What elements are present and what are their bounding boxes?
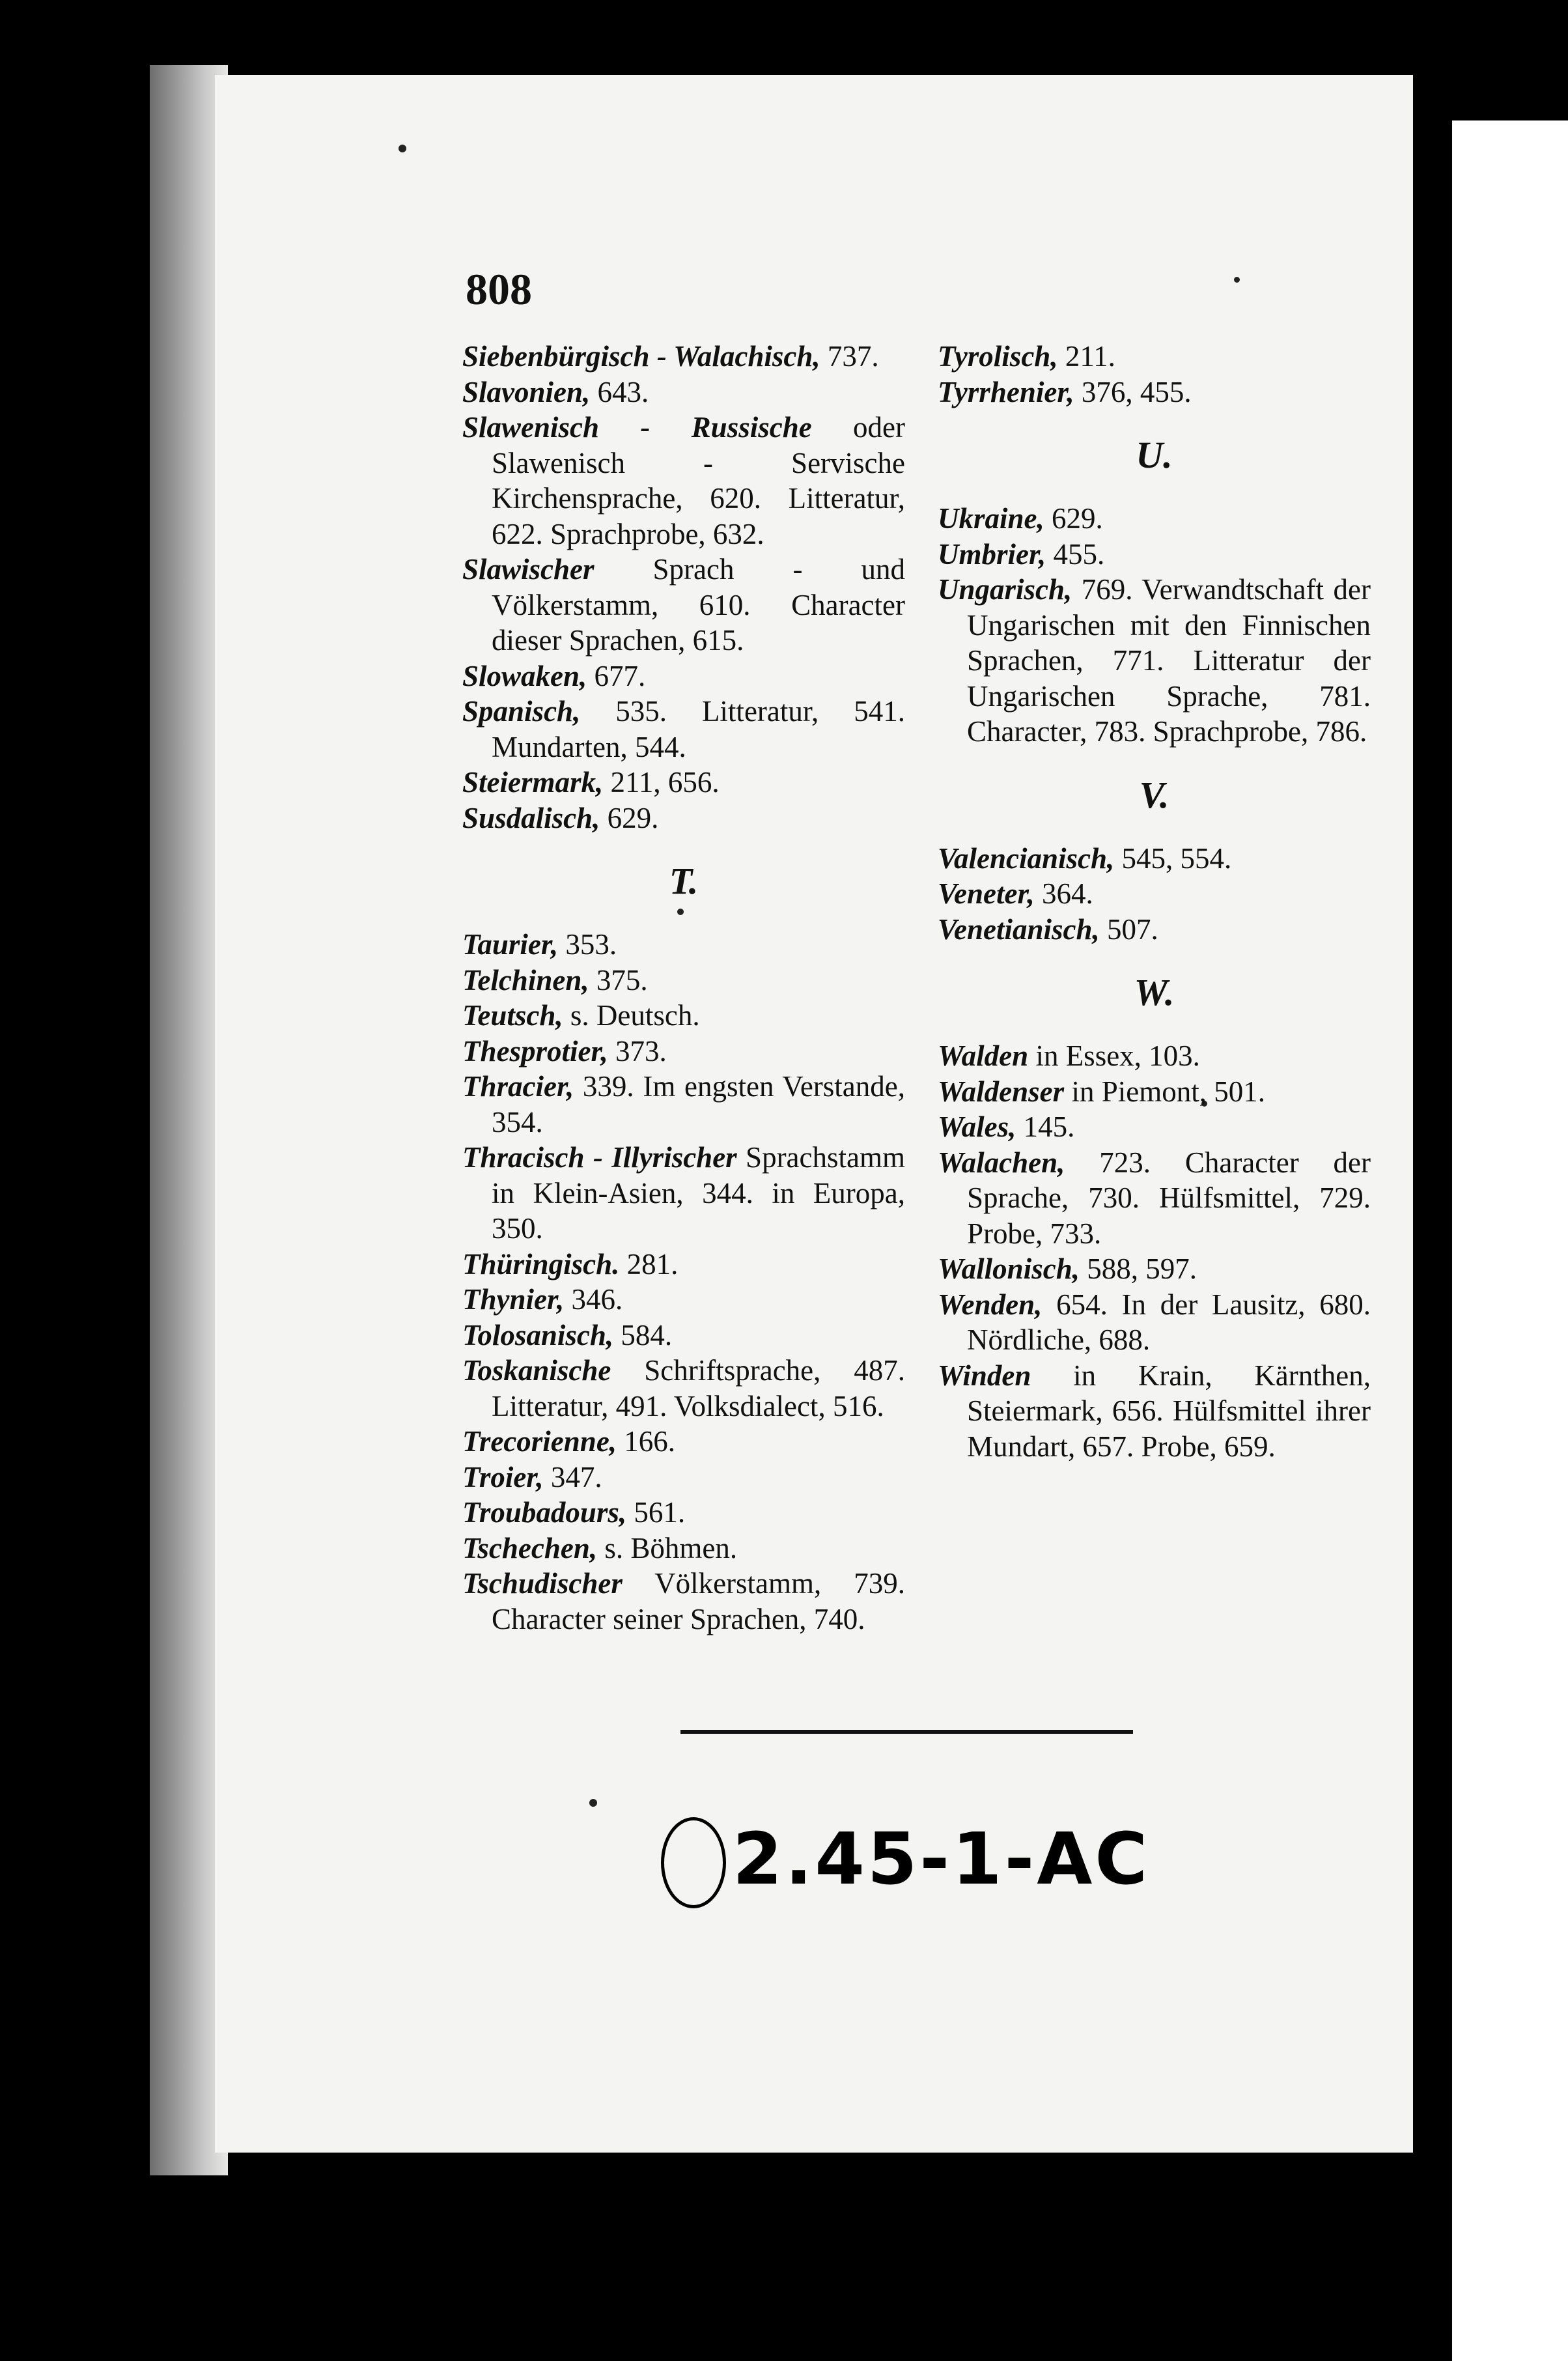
index-references: 629. bbox=[1044, 502, 1103, 535]
index-references: s. Deutsch. bbox=[563, 999, 700, 1032]
index-references: 347. bbox=[543, 1460, 602, 1493]
index-entry bbox=[462, 1353, 905, 1424]
index-references: 629. bbox=[600, 801, 659, 834]
index-entry bbox=[462, 1424, 905, 1460]
index-references: Schriftsprache, 487. Litteratur, 491. Volksdialect, 516. bbox=[492, 1354, 905, 1422]
index-references: 677. bbox=[587, 659, 646, 692]
index-entry bbox=[462, 694, 905, 765]
index-references: 166. bbox=[617, 1425, 676, 1458]
section-letter: V. bbox=[1139, 773, 1169, 816]
index-references: 376, 455. bbox=[1074, 375, 1192, 408]
index-term: Trecorienne, bbox=[462, 1425, 617, 1458]
index-references: 584. bbox=[613, 1318, 673, 1351]
index-term: Thracier, bbox=[462, 1070, 574, 1103]
index-term: Tyrrhenier, bbox=[938, 375, 1074, 408]
index-entry bbox=[462, 1247, 905, 1282]
index-term: Tyrolisch, bbox=[938, 340, 1058, 373]
index-references: 375. bbox=[589, 963, 648, 997]
index-term: Teutsch, bbox=[462, 999, 563, 1032]
index-entry bbox=[462, 1495, 905, 1531]
index-term: Telchinen, bbox=[462, 963, 589, 997]
index-term: Tschechen, bbox=[462, 1531, 598, 1564]
handwritten-shelfmark bbox=[661, 1817, 1150, 1901]
index-term: Ungarisch, bbox=[938, 573, 1072, 606]
index-entry bbox=[462, 927, 905, 963]
index-references: in Essex, 103. bbox=[1028, 1039, 1200, 1072]
index-entry bbox=[938, 1074, 1371, 1110]
index-references: 211, 656. bbox=[603, 766, 720, 799]
index-references: 211. bbox=[1057, 340, 1115, 373]
index-term: Venetianisch, bbox=[938, 912, 1100, 946]
index-entry bbox=[462, 552, 905, 658]
index-entry bbox=[462, 1566, 905, 1637]
speck bbox=[1234, 277, 1240, 283]
index-references: 281. bbox=[619, 1247, 679, 1280]
index-entry bbox=[938, 1109, 1371, 1145]
index-term: Wallonisch, bbox=[938, 1252, 1080, 1285]
index-term: Veneter, bbox=[938, 877, 1035, 910]
facing-page-edge bbox=[1452, 120, 1568, 2361]
index-references: Völkerstamm, 739. Character seiner Sprachen, 740. bbox=[492, 1567, 905, 1635]
index-entry bbox=[938, 841, 1371, 877]
index-column-right bbox=[938, 339, 1371, 1464]
speck bbox=[589, 1799, 597, 1807]
index-entry bbox=[938, 1145, 1371, 1252]
index-references: Sprach - und Völkerstamm, 610. Character dieser Sprachen, 615. bbox=[492, 553, 905, 657]
index-term: Tolosanisch, bbox=[462, 1318, 614, 1351]
index-term: Troubadours, bbox=[462, 1496, 627, 1529]
index-term: Walden bbox=[938, 1039, 1029, 1072]
index-references: in Krain, Kärnthen, Steiermark, 656. Hülfsmittel ihrer Mundart, 657. Probe, 659. bbox=[967, 1359, 1371, 1463]
index-references: 346. bbox=[564, 1283, 623, 1316]
index-entry bbox=[938, 1287, 1371, 1358]
index-term: Spanisch, bbox=[462, 695, 581, 728]
index-term: Winden bbox=[938, 1359, 1031, 1392]
index-entry bbox=[462, 1318, 905, 1353]
index-references: 769. Verwandtschaft der Ungarischen mit den Finnischen Sprachen, 771. Litteratur der Ungarischen Sprache, 781. Character, 783. Sprachprobe, 786. bbox=[967, 573, 1371, 748]
index-entry bbox=[938, 537, 1371, 573]
index-entry bbox=[938, 876, 1371, 912]
index-entry bbox=[938, 1038, 1371, 1074]
section-letter: W. bbox=[1134, 971, 1175, 1013]
index-term: Toskanische bbox=[462, 1354, 611, 1387]
index-term: Ukraine, bbox=[938, 502, 1044, 535]
index-term: Umbrier, bbox=[938, 537, 1046, 571]
index-references: 373. bbox=[608, 1034, 667, 1067]
index-term: Steiermark, bbox=[462, 766, 604, 799]
index-references: 455. bbox=[1046, 537, 1105, 571]
index-references: 654. In der Lausitz, 680. Nördliche, 688. bbox=[967, 1288, 1371, 1356]
index-term: Taurier, bbox=[462, 928, 559, 961]
index-references: 737. bbox=[820, 340, 879, 373]
index-term: Waldenser bbox=[938, 1075, 1065, 1108]
speck bbox=[399, 145, 406, 152]
index-term: Wenden, bbox=[938, 1288, 1043, 1321]
index-entry bbox=[938, 572, 1371, 750]
index-entry bbox=[938, 339, 1371, 375]
index-entry bbox=[462, 765, 905, 800]
index-references: in Piemont, 501. bbox=[1064, 1075, 1265, 1108]
index-references: 545, 554. bbox=[1114, 841, 1232, 875]
index-term: Valencianisch, bbox=[938, 841, 1115, 875]
index-term: Thesprotier, bbox=[462, 1034, 608, 1067]
index-column-left bbox=[462, 339, 905, 1637]
index-entry bbox=[938, 1251, 1371, 1287]
index-references: 145. bbox=[1016, 1110, 1075, 1143]
index-entry bbox=[462, 1069, 905, 1140]
index-term: Wales, bbox=[938, 1110, 1016, 1143]
index-term: Slowaken, bbox=[462, 659, 587, 692]
index-term: Thüringisch. bbox=[462, 1247, 620, 1280]
index-references: 643. bbox=[590, 375, 649, 408]
index-references: 535. Litteratur, 541. Mundarten, 544. bbox=[492, 695, 905, 763]
index-references: 353. bbox=[558, 928, 617, 961]
page-number: 808 bbox=[466, 264, 532, 314]
index-references: 507. bbox=[1099, 912, 1158, 946]
index-references: Sprachstamm in Klein-Asien, 344. in Europa, 350. bbox=[492, 1141, 905, 1245]
index-entry bbox=[938, 375, 1371, 410]
index-term: Tschudischer bbox=[462, 1567, 623, 1600]
index-entry bbox=[462, 1531, 905, 1566]
index-references: 561. bbox=[626, 1496, 686, 1529]
page-gutter bbox=[1413, 75, 1452, 2224]
end-rule bbox=[680, 1730, 1133, 1734]
index-references: 339. Im engsten Verstande, 354. bbox=[492, 1070, 905, 1138]
section-letter: U. bbox=[1136, 434, 1173, 476]
index-entry bbox=[462, 410, 905, 552]
index-references: 723. Character der Sprache, 730. Hülfsmittel, 729. Probe, 733. bbox=[967, 1146, 1371, 1250]
index-term: Thracisch - Illyrischer bbox=[462, 1141, 737, 1174]
index-term: Slawischer bbox=[462, 553, 595, 586]
index-references: 364. bbox=[1034, 877, 1093, 910]
index-term: Slawenisch - Russische bbox=[462, 411, 812, 444]
index-entry bbox=[462, 998, 905, 1034]
index-entry bbox=[462, 963, 905, 998]
index-term: Slavonien, bbox=[462, 375, 591, 408]
index-entry bbox=[938, 912, 1371, 948]
shelfmark-text: 2.45-1-AC bbox=[733, 1817, 1151, 1901]
index-entry bbox=[462, 375, 905, 410]
index-term: Troier, bbox=[462, 1460, 544, 1493]
section-letter: T. bbox=[669, 860, 699, 902]
index-term: Susdalisch, bbox=[462, 801, 600, 834]
index-entry bbox=[938, 501, 1371, 537]
index-references: oder Slawenisch - Servische Kirchensprache, 620. Litteratur, 622. Sprachprobe, 632. bbox=[492, 411, 905, 550]
index-references: 588, 597. bbox=[1079, 1252, 1197, 1285]
index-entry bbox=[938, 1358, 1371, 1465]
index-term: Walachen, bbox=[938, 1146, 1065, 1179]
index-entry bbox=[462, 339, 905, 375]
index-entry bbox=[462, 658, 905, 694]
index-term: Siebenbürgisch - Walachisch, bbox=[462, 340, 820, 373]
index-entry bbox=[462, 1282, 905, 1318]
index-entry bbox=[462, 1140, 905, 1247]
index-entry bbox=[462, 800, 905, 836]
index-references: s. Böhmen. bbox=[597, 1531, 738, 1564]
index-entry bbox=[462, 1460, 905, 1495]
index-term: Thynier, bbox=[462, 1283, 565, 1316]
index-entry bbox=[462, 1034, 905, 1069]
